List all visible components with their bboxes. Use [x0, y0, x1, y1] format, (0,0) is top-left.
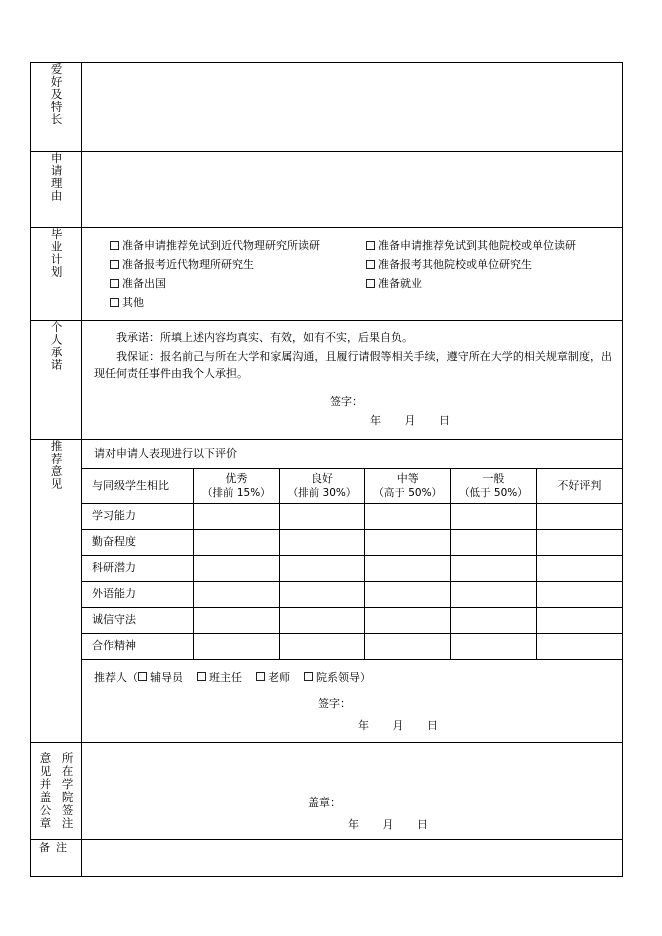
rating-cell[interactable] — [536, 555, 622, 581]
plan-option-label: 准备申请推荐免试到其他院校或单位读研 — [378, 239, 576, 252]
rating-cell[interactable] — [365, 529, 451, 555]
criterion-label: 科研潜力 — [82, 555, 194, 581]
checkbox-icon[interactable] — [256, 672, 265, 681]
plan-option-label: 准备就业 — [378, 277, 422, 290]
checkbox-icon[interactable] — [110, 298, 119, 307]
commitment-body — [82, 321, 622, 435]
commitment-line-1: 我承诺：所填上述内容均真实、有效，如有不实，后果自负。 — [116, 331, 413, 344]
rating-cell[interactable] — [279, 607, 365, 633]
plan-option-label: 准备报考近代物理所研究生 — [122, 258, 254, 271]
recommender-option-label: 老师 — [268, 670, 290, 684]
row-value-hobby[interactable] — [82, 63, 623, 152]
recommendation-instruction: 请对申请人表现进行以下评价 — [82, 440, 622, 469]
college-seal-block — [82, 795, 622, 833]
rating-cell[interactable] — [279, 581, 365, 607]
plan-options-right — [350, 236, 618, 312]
row-label-plan — [31, 228, 82, 321]
criterion-label: 诚信守法 — [82, 607, 194, 633]
rating-cell[interactable] — [279, 555, 365, 581]
recommender-line — [94, 670, 622, 686]
rating-cell[interactable] — [279, 633, 365, 659]
plan-option-label: 其他 — [122, 296, 144, 309]
rating-cell[interactable] — [365, 581, 451, 607]
row-label-hobby-text: 爱好及特长 — [49, 63, 64, 126]
plan-option[interactable] — [110, 274, 350, 293]
column-subtitle: （排前 30%） — [287, 486, 357, 499]
row-label-recommendation — [31, 440, 82, 743]
column-title: 优秀 — [225, 471, 248, 485]
column-title: 中等 — [396, 471, 419, 485]
table-row — [82, 503, 622, 529]
application-form-table — [30, 62, 623, 877]
evaluation-column-header-excellent — [194, 469, 280, 504]
plan-option[interactable] — [366, 236, 618, 255]
plan-option[interactable] — [366, 274, 618, 293]
row-label-commitment — [31, 321, 82, 440]
rating-cell[interactable] — [536, 503, 622, 529]
recommender-prefix: 推荐人（ — [94, 670, 138, 684]
plan-options-left — [82, 236, 350, 312]
plan-options-wrapper — [82, 228, 622, 320]
college-label-left-text: 所在学院签注 — [60, 751, 75, 830]
table-row-commitment — [31, 321, 623, 440]
criterion-label: 外语能力 — [82, 581, 194, 607]
checkbox-icon[interactable] — [304, 672, 313, 681]
row-value-recommendation — [82, 440, 623, 743]
rating-cell[interactable] — [365, 633, 451, 659]
evaluation-column-header-medium — [365, 469, 451, 504]
table-row-recommendation — [31, 440, 623, 743]
column-subtitle: （排前 15%） — [202, 486, 271, 499]
college-seal-label[interactable]: 盖章： — [308, 795, 341, 809]
table-row-hobby — [31, 63, 623, 152]
rating-cell[interactable] — [194, 607, 280, 633]
table-row-reason — [31, 152, 623, 228]
rating-cell[interactable] — [194, 529, 280, 555]
rating-cell[interactable] — [536, 581, 622, 607]
evaluation-table — [82, 469, 622, 660]
recommender-option-label: 辅导员 — [150, 670, 183, 684]
checkbox-icon[interactable] — [366, 279, 375, 288]
checkbox-icon[interactable] — [138, 672, 147, 681]
rating-cell[interactable] — [279, 503, 365, 529]
row-label-college — [31, 742, 82, 839]
college-label-pair — [31, 743, 81, 839]
rating-cell[interactable] — [536, 633, 622, 659]
rating-cell[interactable] — [536, 529, 622, 555]
checkbox-icon[interactable] — [197, 672, 206, 681]
rating-cell[interactable] — [451, 633, 537, 659]
table-row-plan — [31, 228, 623, 321]
rating-cell[interactable] — [451, 607, 537, 633]
evaluation-column-header-average — [451, 469, 537, 504]
column-title: 不好评判 — [557, 479, 602, 493]
commitment-signature-label[interactable]: 签字： — [330, 395, 363, 408]
rating-cell[interactable] — [365, 503, 451, 529]
plan-option[interactable] — [110, 255, 350, 274]
row-label-remark-text: 备注 — [39, 840, 73, 854]
evaluation-column-header-unjudged — [536, 469, 622, 504]
plan-option-label: 准备申请推荐免试到近代物理研究所读研 — [122, 239, 320, 252]
evaluation-corner-header: 与同级学生相比 — [82, 469, 194, 504]
row-value-commitment — [82, 321, 623, 440]
recommender-block — [82, 660, 622, 742]
plan-option-label: 准备报考其他院校或单位研究生 — [378, 258, 532, 271]
evaluation-column-header-good — [279, 469, 365, 504]
column-subtitle: （高于 50%） — [373, 486, 443, 499]
rating-cell[interactable] — [194, 555, 280, 581]
rating-cell[interactable] — [536, 607, 622, 633]
rating-cell[interactable] — [451, 555, 537, 581]
recommender-option-label: 班主任 — [209, 670, 242, 684]
commitment-date-label[interactable]: 年 月 日 — [370, 413, 460, 427]
criterion-label: 勤奋程度 — [82, 529, 194, 555]
rating-cell[interactable] — [194, 581, 280, 607]
table-row — [82, 633, 622, 659]
row-value-plan — [82, 228, 623, 321]
college-label-right-text: 意见并盖公章 — [38, 751, 53, 830]
row-value-reason[interactable] — [82, 152, 623, 228]
plan-option-label: 准备出国 — [122, 277, 166, 290]
column-title: 良好 — [311, 471, 334, 485]
row-label-recommendation-text: 推荐意见 — [49, 440, 64, 490]
commitment-line-2: 我保证：报名前己与所在大学和家属沟通，且履行请假等相关手续，遵守所在大学的相关规章制度，出现任何责任事件由我个人承担。 — [94, 350, 612, 380]
rating-cell[interactable] — [194, 503, 280, 529]
row-label-hobby — [31, 63, 82, 152]
row-label-plan-text: 毕业计划 — [49, 228, 64, 278]
column-title: 一般 — [482, 471, 505, 485]
table-row — [82, 529, 622, 555]
recommender-date-label[interactable]: 年 月 日 — [358, 718, 448, 732]
row-label-reason — [31, 152, 82, 228]
row-label-remark — [31, 839, 82, 876]
column-subtitle: （低于 50%） — [459, 486, 528, 499]
row-value-college[interactable] — [82, 742, 623, 839]
rating-cell[interactable] — [451, 529, 537, 555]
rating-cell[interactable] — [451, 503, 537, 529]
row-value-remark[interactable] — [82, 839, 623, 876]
plan-option[interactable] — [110, 293, 350, 312]
evaluation-header-row — [82, 469, 622, 504]
checkbox-icon[interactable] — [366, 241, 375, 250]
recommender-signature-label[interactable]: 签字： — [318, 696, 351, 710]
college-date-label[interactable]: 年 月 日 — [348, 817, 438, 831]
criterion-label: 学习能力 — [82, 503, 194, 529]
table-row-remark — [31, 839, 623, 876]
criterion-label: 合作精神 — [82, 633, 194, 659]
row-label-commitment-text: 个人承诺 — [49, 321, 64, 371]
table-row — [82, 607, 622, 633]
rating-cell[interactable] — [279, 529, 365, 555]
recommender-option-label: 院系领导 — [316, 670, 360, 684]
rating-cell[interactable] — [365, 555, 451, 581]
plan-option[interactable] — [366, 255, 618, 274]
table-row-college — [31, 742, 623, 839]
checkbox-icon[interactable] — [110, 260, 119, 269]
checkbox-icon[interactable] — [366, 260, 375, 269]
checkbox-icon[interactable] — [110, 279, 119, 288]
table-row — [82, 581, 622, 607]
rating-cell[interactable] — [365, 607, 451, 633]
rating-cell[interactable] — [194, 633, 280, 659]
plan-option[interactable] — [110, 236, 350, 255]
row-label-reason-text: 申请理由 — [49, 152, 64, 202]
recommender-suffix: ） — [360, 670, 371, 684]
rating-cell[interactable] — [451, 581, 537, 607]
table-row — [82, 555, 622, 581]
checkbox-icon[interactable] — [110, 241, 119, 250]
